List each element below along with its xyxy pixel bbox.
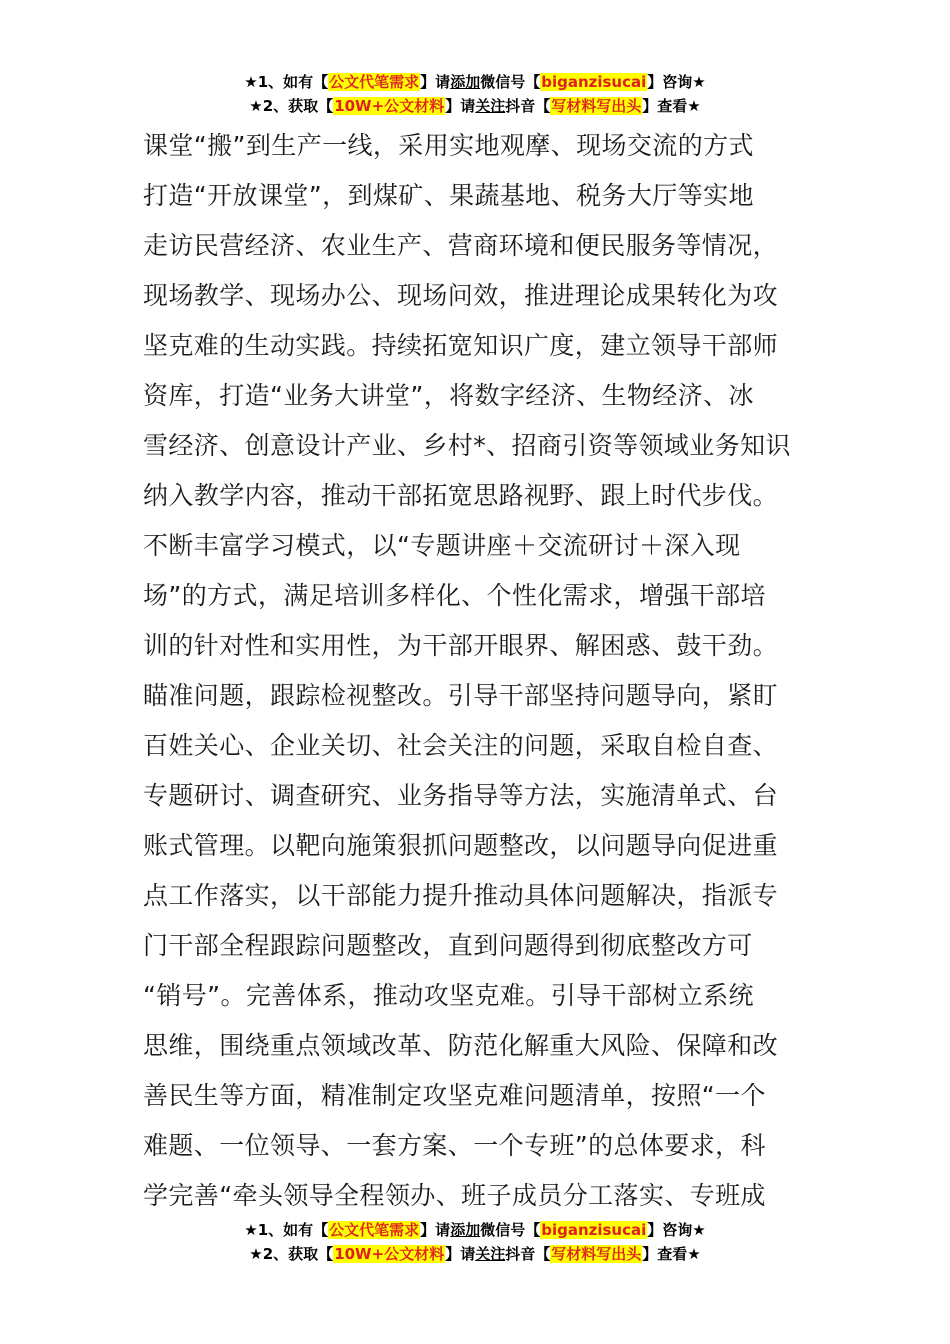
wechat-id-highlight: biganzisucai bbox=[541, 73, 647, 91]
header-banner bbox=[0, 70, 950, 118]
body-line: 学完善“牵头领导全程领办、班子成员分工落实、专班成 bbox=[143, 1181, 766, 1210]
underlined-text: 添加 bbox=[450, 73, 481, 91]
banner-text: 抖音【 bbox=[505, 97, 551, 115]
banner-text: ★1、如有【 bbox=[244, 1221, 329, 1239]
banner-line-1 bbox=[0, 1218, 950, 1242]
body-line: 走访民营经济、农业生产、营商环境和便民服务等情况， bbox=[143, 231, 779, 260]
body-line: 雪经济、创意设计产业、乡村*、招商引资等领域业务知识 bbox=[143, 431, 791, 460]
body-line: 打造“开放课堂”，到煤矿、果蔬基地、税务大厅等实地 bbox=[143, 181, 754, 210]
body-line: 现场教学、现场办公、现场问效，推进理论成果转化为攻 bbox=[143, 281, 779, 310]
banner-text: 微信号【 bbox=[480, 73, 541, 91]
body-line: 纳入教学内容，推动干部拓宽思路视野、跟上时代步伐。 bbox=[143, 481, 779, 510]
underlined-text: 关注 bbox=[475, 1245, 506, 1263]
banner-text: 】咨询★ bbox=[647, 73, 706, 91]
banner-line-2 bbox=[0, 94, 950, 118]
body-line: 思维，围绕重点领域改革、防范化解重大风险、保障和改 bbox=[143, 1031, 779, 1060]
body-line: 点工作落实，以干部能力提升推动具体问题解决，指派专 bbox=[143, 881, 779, 910]
banner-text: 】查看★ bbox=[642, 1245, 701, 1263]
banner-text: ★2、获取【 bbox=[249, 1245, 334, 1263]
banner-text: 】咨询★ bbox=[647, 1221, 706, 1239]
banner-text: 微信号【 bbox=[480, 1221, 541, 1239]
footer-banner bbox=[0, 1218, 950, 1266]
banner-text: 】请 bbox=[420, 73, 451, 91]
banner-text: 】请 bbox=[445, 1245, 476, 1263]
banner-line-1 bbox=[0, 70, 950, 94]
underlined-text: 添加 bbox=[450, 1221, 481, 1239]
banner-text: 】请 bbox=[420, 1221, 451, 1239]
body-line: 资库，打造“业务大讲堂”，将数字经济、生物经济、冰 bbox=[143, 381, 754, 410]
banner-text: 】查看★ bbox=[642, 97, 701, 115]
body-line: 瞄准问题，跟踪检视整改。引导干部坚持问题导向，紧盯 bbox=[143, 681, 779, 710]
body-line: 专题研讨、调查研究、业务指导等方法，实施清单式、台 bbox=[143, 781, 779, 810]
body-line: 百姓关心、企业关切、社会关注的问题，采取自检自查、 bbox=[143, 731, 779, 760]
douyin-highlight: 写材料写出头 bbox=[551, 97, 642, 115]
douyin-highlight: 写材料写出头 bbox=[551, 1245, 642, 1263]
banner-text: 】请 bbox=[445, 97, 476, 115]
highlight-text: 10W+公文材料 bbox=[334, 1245, 445, 1263]
wechat-id-highlight: biganzisucai bbox=[541, 1221, 647, 1239]
body-line: 训的针对性和实用性，为干部开眼界、解困惑、鼓干劲。 bbox=[143, 631, 779, 660]
body-line: 场”的方式，满足培训多样化、个性化需求，增强干部培 bbox=[143, 581, 766, 610]
body-line: 不断丰富学习模式，以“专题讲座＋交流研讨＋深入现 bbox=[143, 531, 741, 560]
body-line: “销号”。完善体系，推动攻坚克难。引导干部树立系统 bbox=[143, 981, 754, 1010]
body-line: 课堂“搬”到生产一线，采用实地观摩、现场交流的方式 bbox=[143, 131, 754, 160]
document-body bbox=[143, 121, 803, 1221]
body-line: 坚克难的生动实践。持续拓宽知识广度，建立领导干部师 bbox=[143, 331, 779, 360]
banner-line-2 bbox=[0, 1242, 950, 1266]
highlight-text: 公文代笔需求 bbox=[329, 1221, 420, 1239]
banner-text: 抖音【 bbox=[505, 1245, 551, 1263]
highlight-text: 10W+公文材料 bbox=[334, 97, 445, 115]
highlight-text: 公文代笔需求 bbox=[329, 73, 420, 91]
body-line: 账式管理。以靶向施策狠抓问题整改，以问题导向促进重 bbox=[143, 831, 779, 860]
body-line: 难题、一位领导、一套方案、一个专班”的总体要求，科 bbox=[143, 1131, 766, 1160]
banner-text: ★1、如有【 bbox=[244, 73, 329, 91]
underlined-text: 关注 bbox=[475, 97, 506, 115]
body-line: 善民生等方面，精准制定攻坚克难问题清单，按照“一个 bbox=[143, 1081, 766, 1110]
banner-text: ★2、获取【 bbox=[249, 97, 334, 115]
body-line: 门干部全程跟踪问题整改，直到问题得到彻底整改方可 bbox=[143, 931, 753, 960]
